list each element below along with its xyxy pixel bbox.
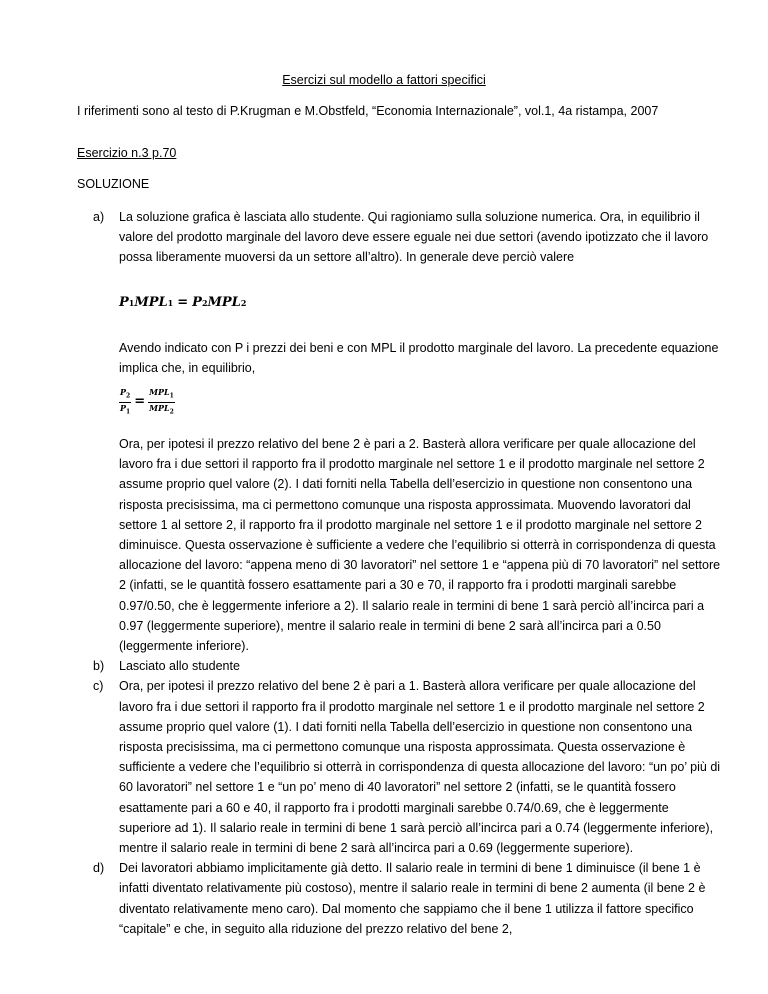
exercise-heading: Esercizio n.3 p.70	[77, 146, 177, 160]
item-marker: d)	[93, 861, 105, 876]
paragraph-d: Dei lavoratori abbiamo implicitamente già detto. Il salario reale in termini di bene 1 diminuisce (il bene 1 è infatti diventato relativamente più costoso), mentre il salario reale in termini di bene 2 aumenta (il bene 2 è diventato relativamente meno caro). Dal momento che sappiamo che il bene 1 utilizza il fattore specifico “capitale” e che, in seguito alla riduzione del prezzo relativo del bene 2,	[119, 861, 706, 936]
intro-reference: I riferimenti sono al testo di P.Krugman e M.Obstfeld, “Economia Internazionale”, vol.1, 4a ristampa, 2007	[77, 104, 659, 118]
list-item-c	[93, 676, 723, 858]
list-item-b	[93, 656, 723, 676]
list-item-a	[93, 207, 723, 656]
paragraph-c: Ora, per ipotesi il prezzo relativo del bene 2 è pari a 1. Basterà allora verificare per quale allocazione del lavoro fra i due settori il rapporto fra il prodotto marginale nel settore 1 e il prodotto marginale nel settore 2 assume proprio quel valore (1). I dati forniti nella Tabella dell’esercizio in questione non consentono una risposta precisissima, ma ci permettono comunque una risposta approssimata. Questa osservazione è sufficiente a vedere che l’equilibrio si otterrà in corrispondenza di questa allocazione del lavoro: “un po’ più di 60 lavoratori” nel settore 1 e “un po’ meno di 40 lavoratori” nel settore 2 (infatti, se le quantità fossero esattamente pari a 60 e 40, il rapporto fra i prodotti marginali sarebbe 0.74/0.69, che è leggermente superiore ad 1). Il salario reale in termini di bene 1 sarà perciò all’incirca pari a 0.74 (leggermente inferiore), mentre il salario reale in termini di bene 2 sarà all’incirca pari a 0.69 (leggermente superiore).	[119, 679, 721, 856]
item-marker: a)	[93, 210, 105, 224]
paragraph-a1: La soluzione grafica è lasciata allo studente. Qui ragioniamo sulla soluzione numerica. Ora, in equilibrio il valore del prodotto marginale del lavoro deve essere eguale nei due settori (avendo ipotizzato che il lavoro possa liberamente muoversi da un settore all’altro). In generale deve perciò valere	[119, 210, 709, 265]
paragraph-a2: Avendo indicato con P i prezzi dei beni e con MPL il prodotto marginale del lavoro. La precedente equazione implica che, in equilibrio,	[119, 340, 719, 375]
item-marker: b)	[93, 659, 105, 674]
item-marker: c)	[93, 679, 104, 694]
document-title: Esercizi sul modello a fattori specifici	[282, 73, 486, 87]
list-item-d	[93, 858, 723, 939]
solution-list	[93, 207, 723, 939]
solution-heading: SOLUZIONE	[77, 177, 150, 191]
paragraph-b: Lasciato allo studente	[119, 659, 240, 674]
equation-equal-vmpl: P 1 MPL 1 = P 2 MPL 2	[119, 294, 247, 310]
equation-price-ratio: $\frac{P_2}{P_1}$ = $\frac{MPL_1}{MPL_2}$	[120, 386, 174, 416]
paragraph-a3: Ora, per ipotesi il prezzo relativo del bene 2 è pari a 2. Basterà allora verificare per quale allocazione del lavoro fra i due settori il rapporto fra il prodotto marginale nel settore 1 e il prodotto marginale nel settore 2 assume proprio quel valore (2). I dati forniti nella Tabella dell’esercizio in questione non consentono una risposta precisissima, ma ci permettono comunque una risposta approssimata. Muovendo lavoratori dal settore 1 al settore 2, il rapporto fra il prodotto marginale nel settore 1 e il prodotto marginale nel settore 2 diminuisce. Questa osservazione è sufficiente a vedere che l’equilibrio si otterrà in corrispondenza di questa allocazione del lavoro: “appena meno di 30 lavoratori” nel settore 1 e “appena più di 70 lavoratori” nel settore 2 (infatti, se le quantità fossero esattamente pari a 30 e 70, il rapporto fra i prodotti marginali sarebbe 0.97/0.50, che è leggermente inferiore a 2). Il salario reale in termini di bene 1 sarà perciò all’incirca pari a 0.97 (leggermente superiore), mentre il salario reale in termini di bene 2 sarà all’incirca pari a 0.50 (leggermente inferiore).	[119, 437, 721, 654]
